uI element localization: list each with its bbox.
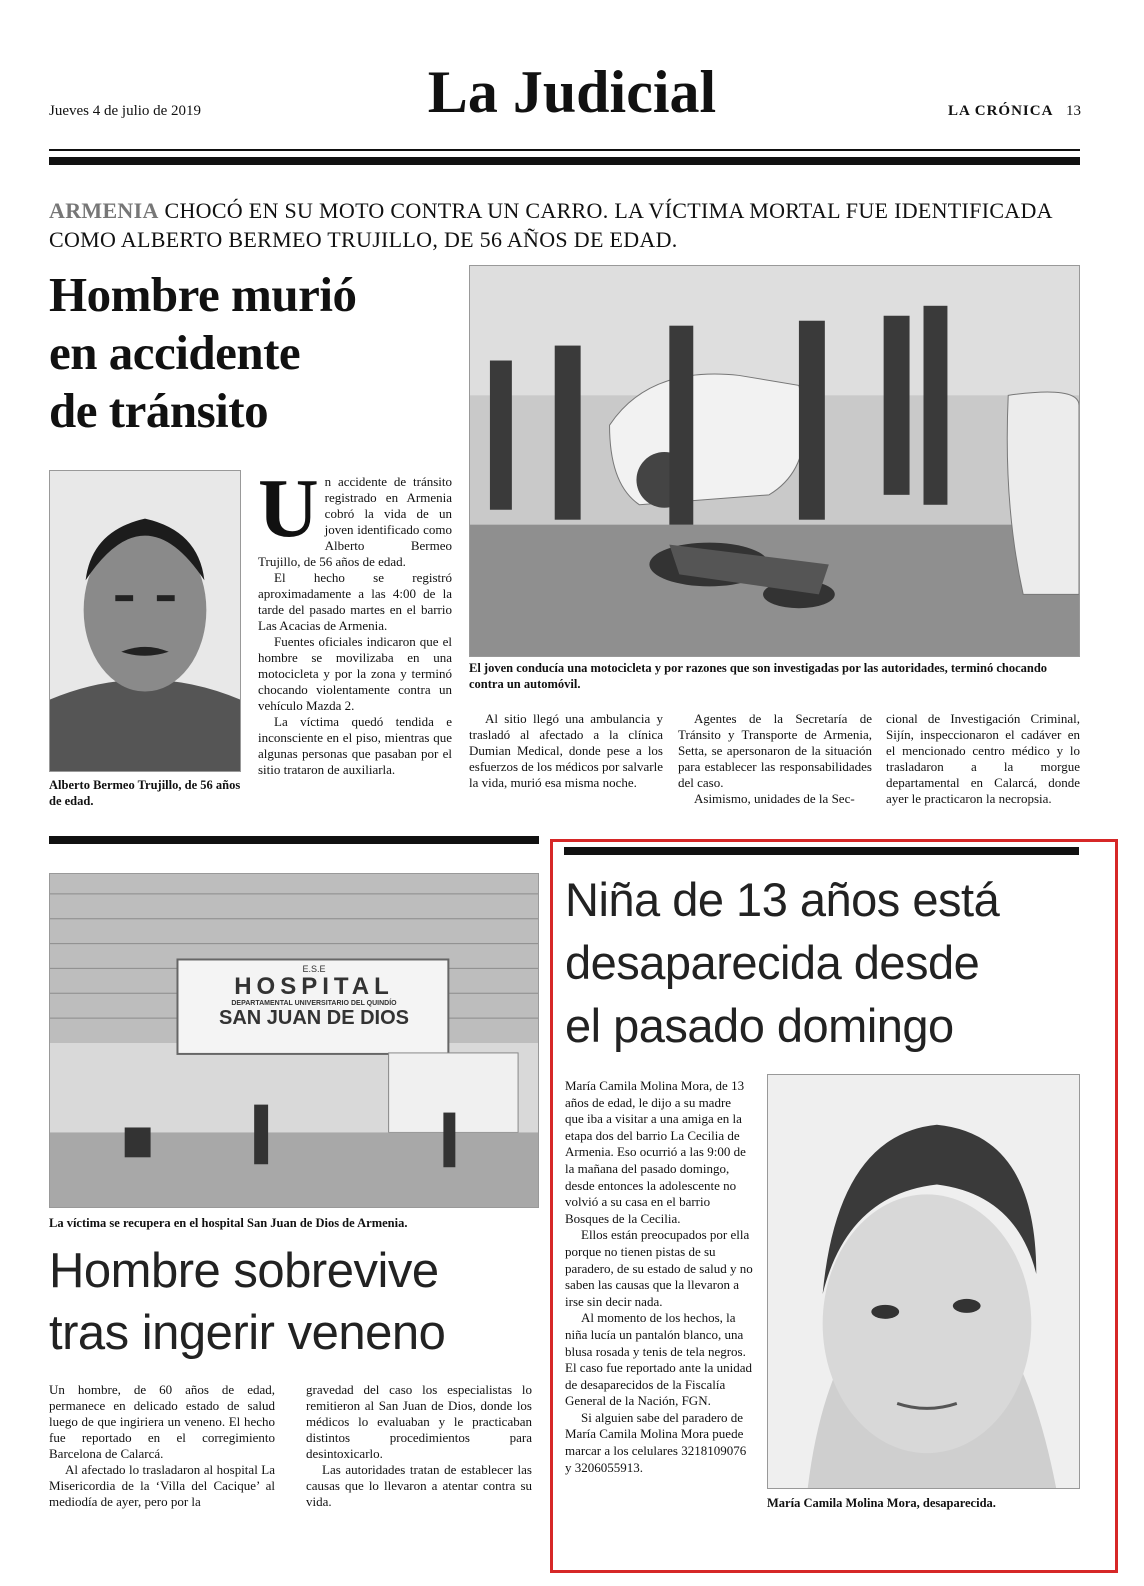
paragraph: cional de Investigación Criminal, Sijín, inspeccionaron el cadáver en el mencionado centro médico y lo trasladaron a la morgue departamental en Calarcá, donde ayer le practicaron la necropsia. xyxy=(886,711,1080,806)
kicker-place: ARMENIA xyxy=(49,198,159,223)
story2-column-1 xyxy=(49,1382,275,1510)
missing-girl-photo xyxy=(767,1074,1080,1489)
story1-column-4 xyxy=(886,711,1080,807)
paragraph: n accidente de tránsito registrado en Armenia cobró la vida de un joven identificado como Alberto Bermeo Trujillo, de 56 años de edad. xyxy=(258,474,452,569)
headline-line: Niña de 13 años está xyxy=(565,873,1000,926)
headline-line: desaparecida desde xyxy=(565,936,980,989)
accident-photo-caption: El joven conducía una motocicleta y por razones que son investigadas por las autoridades, terminó chocando contra un automóvil. xyxy=(469,661,1048,691)
sign-line: DEPARTAMENTAL UNIVERSITARIO DEL QUINDÍO xyxy=(231,1000,397,1007)
story1-kicker xyxy=(49,196,1089,254)
headline-line: en accidente xyxy=(49,325,301,380)
paragraph: Al afectado lo trasladaron al hospital La Misericordia de la ‘Villa del Cacique’ al mediodía de ayer, pero por la xyxy=(49,1462,275,1509)
story2-headline xyxy=(49,1240,549,1364)
paragraph: María Camila Molina Mora, de 13 años de edad, le dijo a su madre que iba a visitar a una amiga en la etapa dos del barrio La Cecilia de Armenia. Eso ocurrió a las 9:00 de la mañana del pasado domingo, desde entonces la adolescente no volvió a su casa en el barrio Bosques de la Cecilia. xyxy=(565,1078,746,1226)
headline-line: de tránsito xyxy=(49,383,269,438)
story1-column-3 xyxy=(678,711,872,807)
paragraph: Si alguien sabe del paradero de María Camila Molina Mora puede marcar a los celulares 3218109076 y 3206055913. xyxy=(565,1409,747,1475)
hospital-sign xyxy=(178,964,450,1029)
sign-line: E.S.E xyxy=(302,964,326,974)
paragraph: gravedad del caso los especialistas lo remitieron al San Juan de Dios, donde los médicos lo evaluaban y le practicaban distintos procedimientos para desintoxicarlo. xyxy=(306,1382,532,1461)
section-rule-left xyxy=(49,836,539,844)
victim-portrait-photo xyxy=(49,470,241,772)
story3-body xyxy=(565,1078,753,1476)
accident-photo xyxy=(469,265,1080,657)
paragraph: Al momento de los hechos, la niña lucía un pantalón blanco, una blusa rosada y tenis de tela negros. El caso fue reportado ante la unidad de desaparecidos de la Fiscalía General de la Nación, FGN. xyxy=(565,1310,752,1409)
section-rule-right xyxy=(564,847,1079,855)
headline-line: tras ingerir veneno xyxy=(49,1306,446,1360)
paragraph: Ellos están preocupados por ella porque no tienen pistas de su paradero, de su estado de salud y no saben las causas que la llevaron a irse sin decir nada. xyxy=(565,1227,753,1309)
header-rule-thick xyxy=(49,157,1080,165)
paragraph: Asimismo, unidades de la Sec- xyxy=(694,791,855,806)
paragraph: El hecho se registró aproximadamente a las 4:00 de la tarde del pasado martes en el barrio Las Acacias de Armenia. xyxy=(258,570,452,633)
newspaper-brand: LA CRÓNICA xyxy=(948,103,1054,119)
header-rule-thin xyxy=(49,149,1080,151)
sign-line: HOSPITAL xyxy=(234,973,394,1000)
paragraph: La víctima quedó tendida e inconsciente en el piso, mientras que algunas personas que pasaban por el sitio trataron de auxiliarla. xyxy=(258,714,452,777)
story2-column-2 xyxy=(306,1382,532,1510)
headline-line: Hombre murió xyxy=(49,267,357,322)
portrait-caption: Alberto Bermeo Trujillo, de 56 años de edad. xyxy=(49,778,241,808)
hospital-photo-caption: La víctima se recupera en el hospital San Juan de Dios de Armenia. xyxy=(49,1216,408,1230)
hospital-photo xyxy=(49,873,539,1208)
issue-date: Jueves 4 de julio de 2019 xyxy=(49,103,202,119)
story1-column-1 xyxy=(258,462,452,778)
paragraph: Agentes de la Secretaría de Tránsito y Transporte de Armenia, Setta, se apersonaron de la situación para establecer las responsabilidades del caso. xyxy=(678,711,872,790)
paragraph: Al sitio llegó una ambulancia y trasladó al afectado a la clínica Dumian Medical, donde pese a los esfuerzos de los médicos por salvarle la vida, murió esa misma noche. xyxy=(469,711,663,790)
missing-girl-photo-caption: María Camila Molina Mora, desaparecida. xyxy=(767,1496,996,1510)
story3-headline xyxy=(565,868,1105,1057)
story1-headline xyxy=(49,266,469,440)
sign-line: SAN JUAN DE DIOS xyxy=(218,1007,410,1029)
kicker-text: CHOCÓ EN SU MOTO CONTRA UN CARRO. LA VÍCTIMA MORTAL FUE IDENTIFICADA COMO ALBERTO BERMEO TRUJILLO, DE 56 AÑOS DE EDAD. xyxy=(49,198,1052,252)
paragraph: Las autoridades tratan de establecer las causas que lo llevaron a atentar contra su vida. xyxy=(306,1462,532,1509)
story1-column-2 xyxy=(469,711,663,791)
headline-line: Hombre sobrevive xyxy=(49,1244,439,1298)
page-number: 13 xyxy=(1066,103,1081,119)
paragraph: Fuentes oficiales indicaron que el hombre se movilizaba en una motocicleta y por la zona y terminó chocando violentamente contra un vehículo Mazda 2. xyxy=(258,634,452,713)
headline-line: el pasado domingo xyxy=(565,999,954,1052)
paragraph: Un hombre, de 60 años de edad, permanece en delicado estado de salud luego de que ingiriera un veneno. El hecho fue reportado en el corregimiento Barcelona de Calarcá. xyxy=(49,1382,275,1461)
section-title: La Judicial xyxy=(427,59,717,125)
drop-cap: U xyxy=(258,462,319,555)
